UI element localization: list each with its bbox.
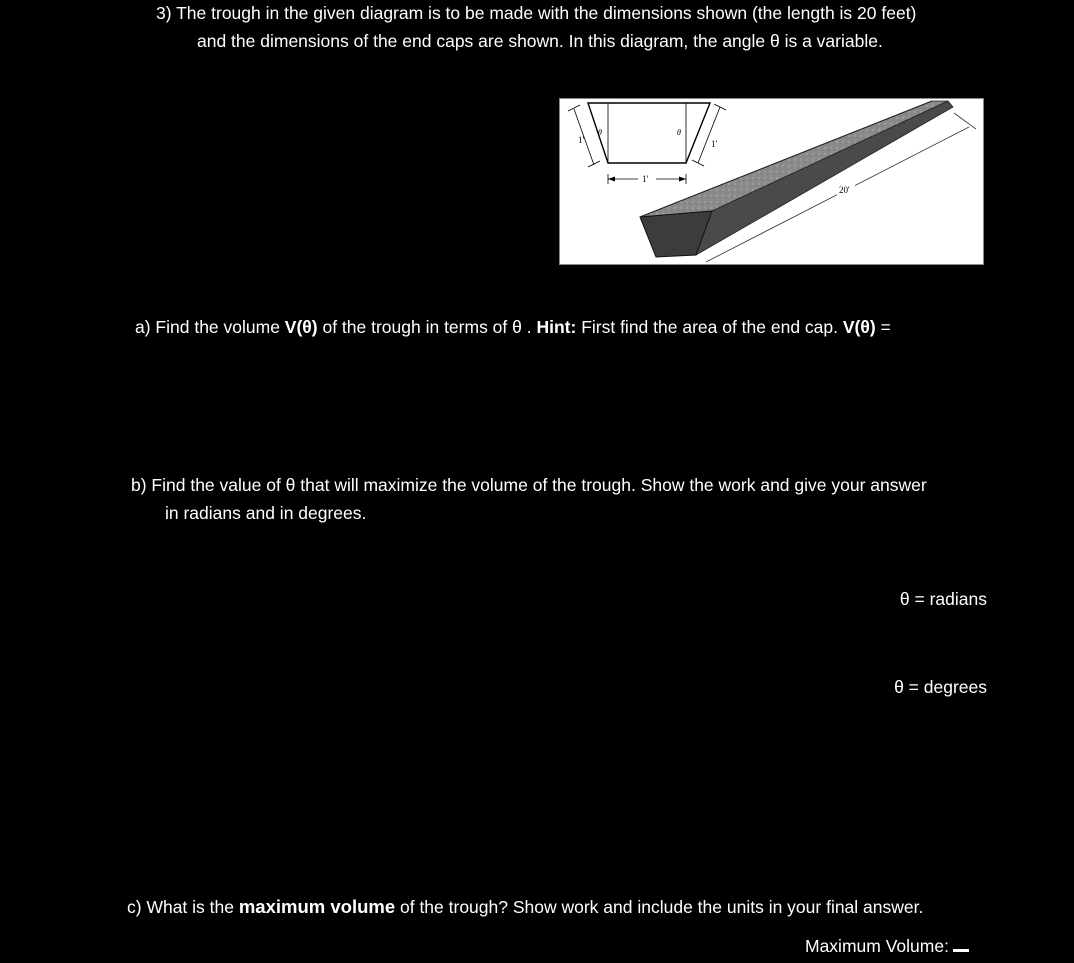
part-b-question-line-2: in radians and in degrees. — [165, 503, 367, 523]
left-dimension-tick-bottom — [588, 161, 600, 167]
part-a-middle: of the trough in terms of θ . — [317, 317, 537, 337]
maximum-volume-answer-blank[interactable] — [953, 949, 969, 952]
problem-statement-line-1: 3) The trough in the given diagram is to be made with the dimensions shown (the length is 20 feet) — [156, 3, 917, 23]
part-b-degrees-answer[interactable]: θ = degrees — [894, 677, 987, 697]
part-b-question-line-1: b) Find the value of θ that will maximize the volume of the trough. Show the work and give your answer — [131, 475, 927, 495]
part-c-emphasis: maximum volume — [238, 896, 396, 917]
part-a-answer-suffix: = — [875, 317, 891, 337]
end-cap-diagram — [568, 103, 726, 184]
part-a-hint-text: First find the area of the end cap. — [576, 317, 843, 337]
part-a-hint-label: Hint: — [536, 317, 577, 337]
end-cap-left-side-label: 1' — [578, 135, 585, 145]
part-a-question — [135, 316, 891, 338]
end-cap-outline — [588, 103, 710, 163]
part-c-answer-line — [805, 935, 969, 957]
right-dimension-tick-top — [714, 104, 726, 110]
part-c-answer-label: Maximum Volume: — [805, 936, 949, 956]
bottom-dimension-arrow-left — [608, 177, 615, 182]
length-dimension-extension-top — [954, 113, 976, 129]
end-cap-left-angle-label: θ — [598, 128, 602, 137]
end-cap-right-angle-label: θ — [677, 128, 681, 137]
trough-body — [640, 101, 976, 262]
part-c-prefix: c) What is the — [127, 897, 239, 917]
trough-diagram — [559, 98, 984, 265]
part-c-suffix: of the trough? Show work and include the units in your final answer. — [395, 897, 924, 917]
part-a-answer-label: V(θ) — [842, 317, 876, 337]
part-c-question — [127, 896, 923, 918]
part-a-prefix: a) Find the volume — [135, 317, 285, 337]
bottom-dimension-arrow-right — [679, 177, 686, 182]
end-cap-bottom-label: 1' — [642, 174, 649, 184]
part-a-v-theta: V(θ) — [284, 317, 318, 337]
end-cap-right-side-label: 1' — [711, 139, 718, 149]
trough-long-side — [696, 101, 953, 255]
part-b-radians-answer[interactable]: θ = radians — [899, 589, 987, 609]
problem-statement-line-2: and the dimensions of the end caps are shown. In this diagram, the angle θ is a variable. — [197, 31, 883, 51]
right-side-dimension-line — [698, 107, 720, 163]
trough-length-label: 20' — [839, 185, 850, 195]
right-dimension-tick-bottom — [692, 160, 704, 166]
